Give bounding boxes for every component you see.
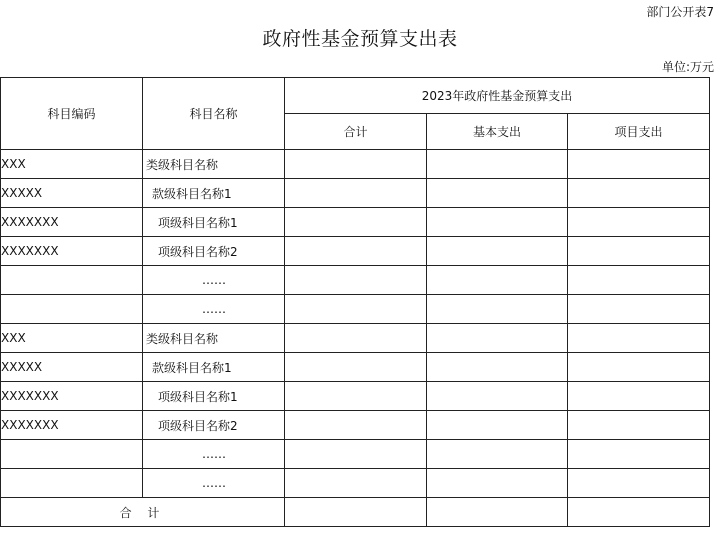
- budget-table: [0, 77, 710, 527]
- subject-name: 款级科目名称1: [143, 353, 285, 382]
- total-cell: [285, 266, 427, 295]
- header-project-expenditure: 项目支出: [568, 114, 710, 150]
- header-subject-code: 科目编码: [1, 78, 143, 150]
- table-row: [1, 440, 710, 469]
- table-row: [1, 469, 710, 498]
- total-cell: [285, 382, 427, 411]
- subject-code: XXXXXXX: [1, 411, 143, 440]
- header-basic-expenditure: 基本支出: [427, 114, 568, 150]
- basic-cell: [427, 469, 568, 498]
- basic-cell: [427, 382, 568, 411]
- basic-cell: [427, 295, 568, 324]
- total-cell: [285, 411, 427, 440]
- subject-name: 项级科目名称1: [143, 208, 285, 237]
- project-cell: [568, 179, 710, 208]
- subject-name: 项级科目名称2: [143, 411, 285, 440]
- table-row: [1, 266, 710, 295]
- header-row-1: [1, 78, 710, 114]
- project-cell: [568, 498, 710, 527]
- basic-cell: [427, 237, 568, 266]
- basic-cell: [427, 353, 568, 382]
- subject-name: 类级科目名称: [143, 150, 285, 179]
- total-label: 合 计: [1, 498, 285, 527]
- project-cell: [568, 150, 710, 179]
- table-row: [1, 324, 710, 353]
- table-row: [1, 179, 710, 208]
- table-row: [1, 382, 710, 411]
- page-title: 政府性基金预算支出表: [262, 28, 458, 50]
- total-cell: [285, 208, 427, 237]
- header-subject-name: 科目名称: [143, 78, 285, 150]
- subject-code: XXXXX: [1, 179, 143, 208]
- subject-code: XXXXXXX: [1, 208, 143, 237]
- project-cell: [568, 237, 710, 266]
- table-row: [1, 411, 710, 440]
- subject-code: XXXXXXX: [1, 382, 143, 411]
- table-row: [1, 295, 710, 324]
- unit-label: 单位:万元: [661, 60, 714, 74]
- project-cell: [568, 208, 710, 237]
- subject-name: 项级科目名称1: [143, 382, 285, 411]
- basic-cell: [427, 498, 568, 527]
- project-cell: [568, 469, 710, 498]
- basic-cell: [427, 208, 568, 237]
- subject-code: XXX: [1, 324, 143, 353]
- subject-name: ……: [143, 266, 285, 295]
- table-row: [1, 150, 710, 179]
- total-cell: [285, 440, 427, 469]
- total-cell: [285, 324, 427, 353]
- total-cell: [285, 353, 427, 382]
- total-cell: [285, 179, 427, 208]
- subject-code: [1, 295, 143, 324]
- subject-name: 款级科目名称1: [143, 179, 285, 208]
- subject-code: XXXXXXX: [1, 237, 143, 266]
- table-row: [1, 237, 710, 266]
- subject-code: [1, 469, 143, 498]
- project-cell: [568, 353, 710, 382]
- form-number: 部门公开表7: [646, 5, 714, 19]
- basic-cell: [427, 324, 568, 353]
- table-row: [1, 208, 710, 237]
- total-cell: [285, 498, 427, 527]
- total-row: [1, 498, 710, 527]
- project-cell: [568, 382, 710, 411]
- total-cell: [285, 237, 427, 266]
- subject-name: 项级科目名称2: [143, 237, 285, 266]
- subject-code: [1, 440, 143, 469]
- header-group-2023-expenditure: 2023年政府性基金预算支出: [285, 78, 710, 114]
- subject-code: [1, 266, 143, 295]
- table-row: [1, 353, 710, 382]
- basic-cell: [427, 150, 568, 179]
- project-cell: [568, 411, 710, 440]
- project-cell: [568, 266, 710, 295]
- total-cell: [285, 295, 427, 324]
- subject-name: ……: [143, 469, 285, 498]
- project-cell: [568, 440, 710, 469]
- basic-cell: [427, 440, 568, 469]
- subject-name: ……: [143, 440, 285, 469]
- basic-cell: [427, 411, 568, 440]
- subject-name: 类级科目名称: [143, 324, 285, 353]
- project-cell: [568, 324, 710, 353]
- basic-cell: [427, 266, 568, 295]
- subject-code: XXXXX: [1, 353, 143, 382]
- header-total: 合计: [285, 114, 427, 150]
- project-cell: [568, 295, 710, 324]
- basic-cell: [427, 179, 568, 208]
- total-cell: [285, 150, 427, 179]
- total-cell: [285, 469, 427, 498]
- subject-name: ……: [143, 295, 285, 324]
- subject-code: XXX: [1, 150, 143, 179]
